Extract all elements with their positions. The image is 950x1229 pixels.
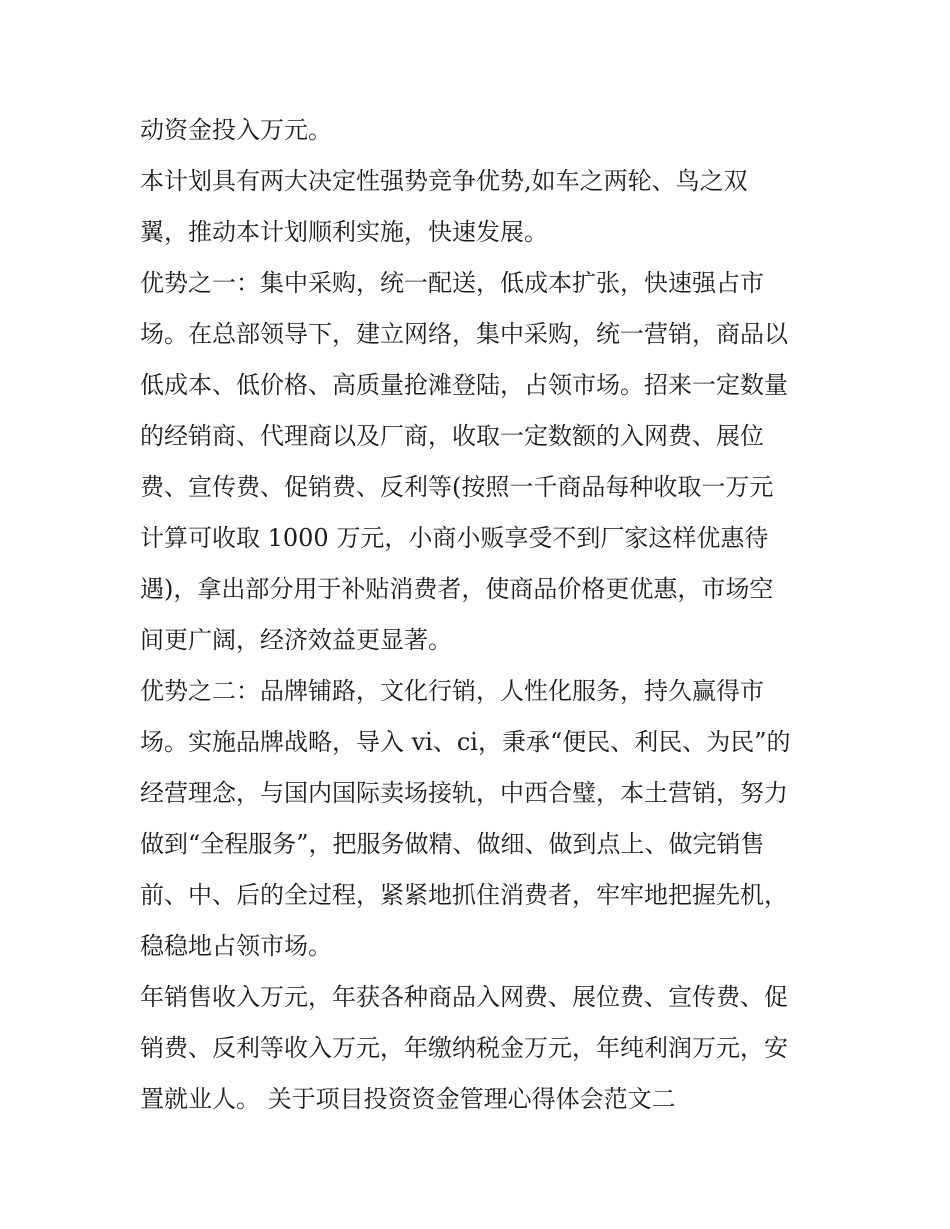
text-line: 销费、反利等收入万元，年缴纳税金万元，年纯利润万元，安 [140, 1034, 788, 1062]
text-line: 经营理念，与国内国际卖场接轨，中西合璧，本土营销，努力 [140, 779, 788, 807]
text-line: 场。实施品牌战略，导入 vi、ci，秉承“便民、利民、为民”的 [140, 728, 791, 756]
text-line: 做到“全程服务”，把服务做精、做细、做到点上、做完销售 [140, 830, 765, 858]
text-line: 稳稳地占领市场。 [140, 932, 332, 960]
text-line: 优势之二：品牌铺路，文化行销，人性化服务，持久赢得市 [140, 677, 764, 705]
text-line: 前、中、后的全过程，紧紧地抓住消费者，牢牢地把握先机， [140, 881, 788, 909]
document-body [140, 108, 820, 1128]
text-line: 置就业人。 关于项目投资资金管理心得体会范文二 [140, 1085, 676, 1113]
text-line: 动资金投入万元。 [140, 116, 332, 144]
text-line: 本计划具有两大决定性强势竞争优势,如车之两轮、鸟之双 [140, 167, 748, 195]
text-line: 年销售收入万元，年获各种商品入网费、展位费、宣传费、促 [140, 983, 788, 1011]
text-line: 低成本、低价格、高质量抢滩登陆，占领市场。招来一定数量 [140, 371, 788, 399]
text-line: 场。在总部领导下，建立网络，集中采购，统一营销，商品以 [140, 320, 788, 348]
text-line: 计算可收取 1000 万元，小商小贩享受不到厂家这样优惠待 [140, 524, 769, 552]
text-line: 优势之一：集中采购，统一配送，低成本扩张，快速强占市 [140, 269, 764, 297]
text-line: 翼，推动本计划顺利实施，快速发展。 [140, 218, 548, 246]
text-line: 遇)，拿出部分用于补贴消费者，使商品价格更优惠，市场空 [140, 575, 774, 603]
text-line: 费、宣传费、促销费、反利等(按照一千商品每种收取一万元 [140, 473, 774, 501]
text-line: 的经销商、代理商以及厂商，收取一定数额的入网费、展位 [140, 422, 764, 450]
text-line: 间更广阔，经济效益更显著。 [140, 626, 452, 654]
